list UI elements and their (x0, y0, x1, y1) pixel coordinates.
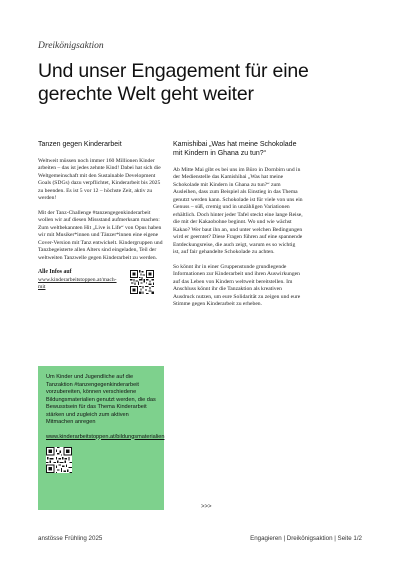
continue-arrows: >>> (201, 504, 212, 510)
education-materials-link[interactable]: www.kinderarbeitstoppen.at/bildungsmaterialien (46, 433, 165, 440)
info-label: Alle Infos auf (38, 269, 72, 276)
education-materials-box (38, 366, 164, 510)
left-paragraph: Mit der Tanz-Challenge #tanzengegenkinderarbeit wollen wir auf diesen Missstand aufmerksam machen: Zum weltbekannten Hit „Live is Life“ von Opus haben wir mit Musiker*innen und Tänzer*innen eine eigene Cover-Version mit Tanz entwickelt. Kindergruppen und Tanzbegeisterte allen Alters sind eingeladen, Teil der weltweiten Tanzwelle gegen Kinderarbeit zu werden. (38, 209, 163, 261)
right-column-heading: Kamishibai „Was hat meine Schokolade mit Kindern in Ghana zu tun?“ (173, 141, 297, 157)
education-materials-text: Um Kinder und Jugendliche auf die Tanzaktion #tanzengegenkinderarbeit vorzubereiten, können verschiedene Bildungsmaterialien genutzt werden, die das Bewusstsein für das Thema Kinderarbeit stärken und zugleich zum aktiven Mitmachen anregen (46, 374, 156, 425)
left-column (38, 141, 164, 309)
section-kicker: Dreikönigsaktion (38, 41, 104, 51)
info-link[interactable]: www.kinderarbeitstoppen.at/mach-mit (38, 276, 117, 291)
qr-code-icon[interactable] (46, 447, 72, 473)
footer-publication: anstösse Frühling 2025 (38, 535, 103, 542)
page-headline: Und unser Engagement für eine gerechte Welt geht weiter (38, 60, 309, 105)
right-paragraph: So könnt ihr in einer Gruppenstunde grundlegende Informationen zur Kinderarbeit und ihren Auswirkungen auf das Leben von Kindern weltweit bereitstellen. Im Anschluss könnt ihr die Tanzaktion als kreativen Ausdruck nutzen, um eure Solidarität zu zeigen und eure Stimme gegen Kinderarbeit zu erheben. (173, 263, 301, 308)
footer-section-page: Engagieren | Dreikönigsaktion | Seite 1/2 (250, 535, 362, 542)
left-paragraph: Weltweit müssen noch immer 160 Millionen Kinder arbeiten – das ist jedes zehnte Kind! Dabei hat sich die Weltgemeinschaft mit den Sustainable Development Goals (SDGs) dazu verpflichtet, Kinderarbeit bis 2025 zu beenden. Es ist 5 vor 12 – höchste Zeit, aktiv zu werden! (38, 157, 161, 202)
left-column-heading: Tanzen gegen Kinderarbeit (38, 141, 122, 148)
right-column (173, 141, 303, 316)
right-paragraph: Ab Mitte Mai gibt es bei uns im Büro in Dornbirn und in der Medienstelle das Kamishibai „Was hat meine Schokolade mit Kindern in Ghana zu tun?“ zum Ausleihen, dass zum Beispiel als Einstieg in das Thema genutzt werden kann. Schokolade ist für viele von uns ein Genuss – süß, cremig und in unzähligen Variationen erhältlich. Doch hinter jeder Tafel steckt eine lange Reise, die mit der Kakaobohne beginnt. Wo und wie wächst Kakao? Wer baut ihn an, und unter welchen Bedingungen wird er geerntet? Diese Fragen führen auf eine spannende Entdeckungsreise, die auch zeigt, warum es so wichtig ist, auf fair gehandelte Schokolade zu achten. (173, 166, 303, 256)
info-row (38, 269, 164, 309)
qr-code-icon[interactable] (130, 270, 154, 294)
